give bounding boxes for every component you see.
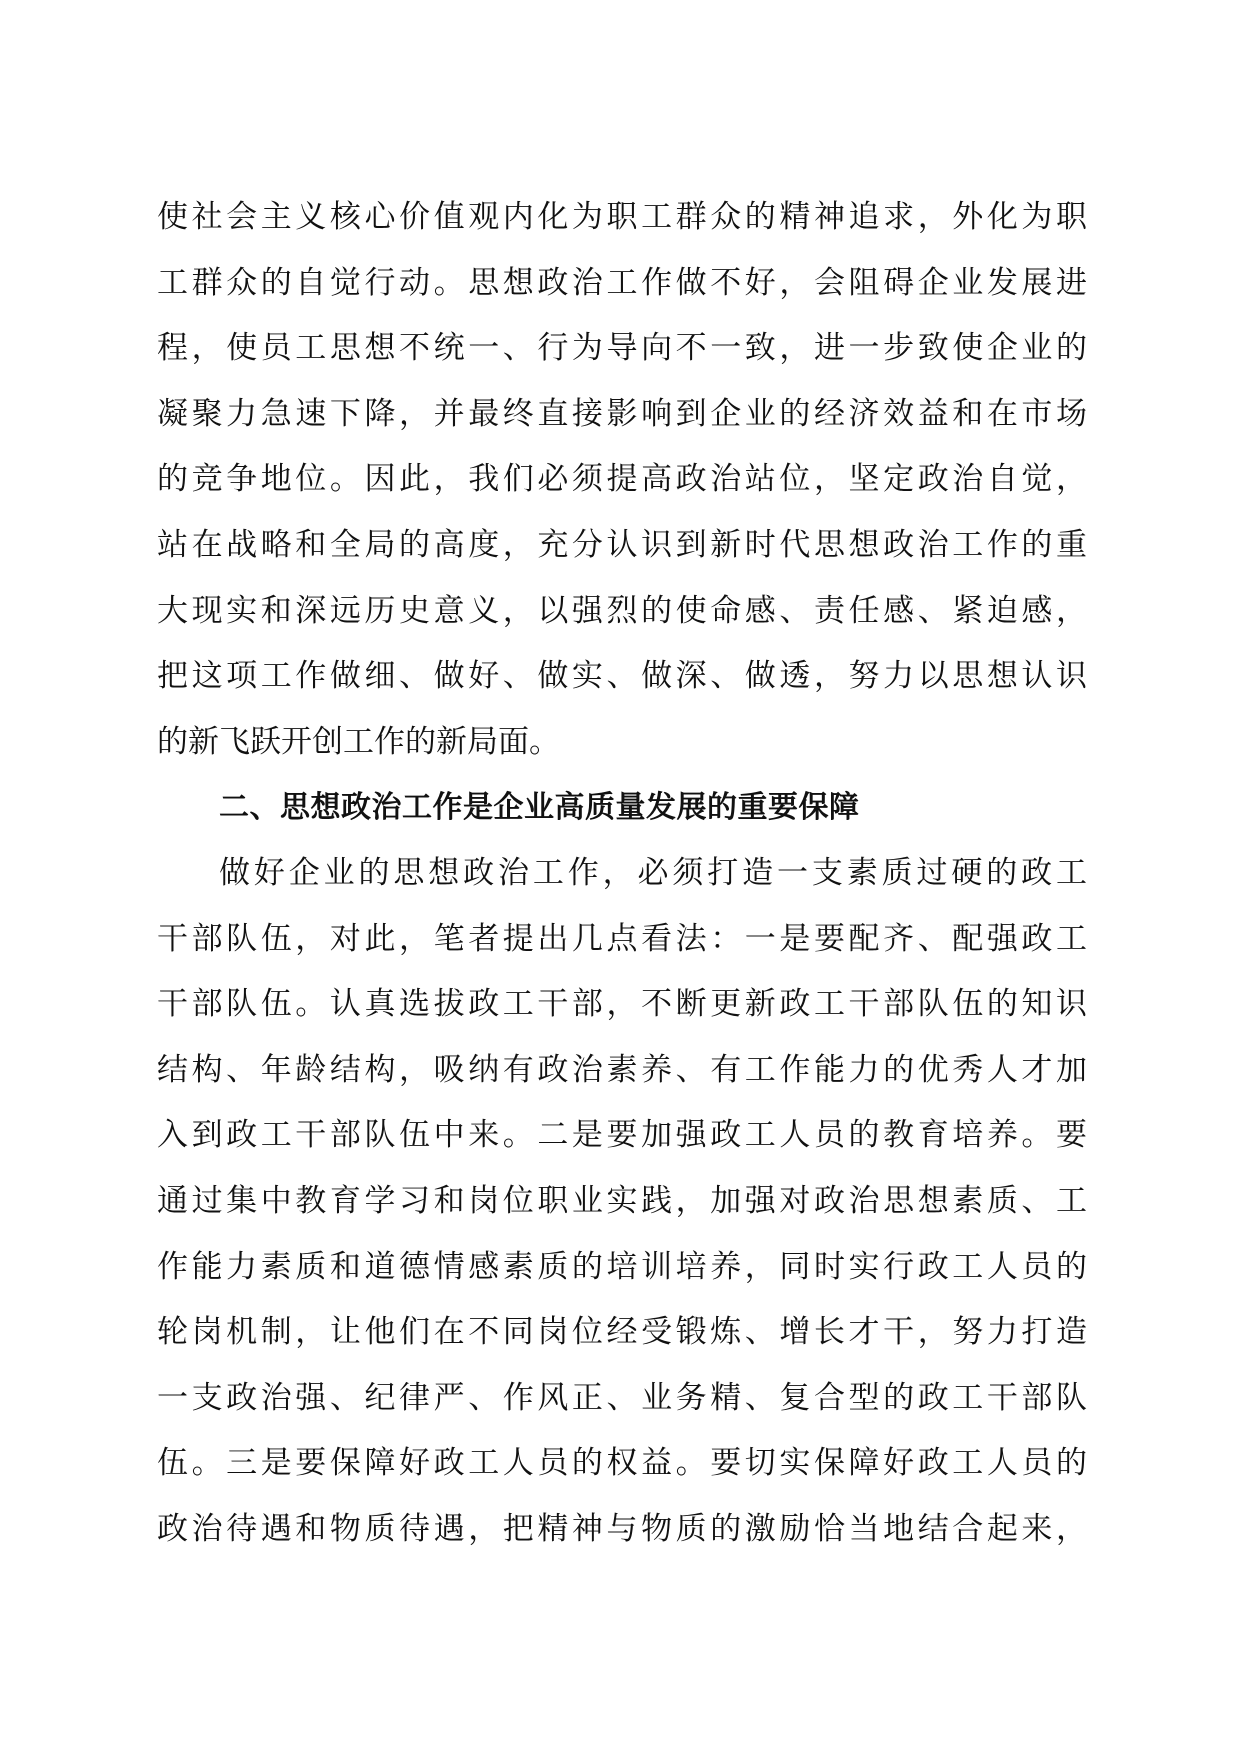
body-line: 作能力素质和道德情感素质的培训培养，同时实行政工人员的	[157, 1248, 1087, 1285]
body-line: 的新飞跃开创工作的新局面。	[157, 723, 560, 760]
body-line: 干部队伍，对此，笔者提出几点看法：一是要配齐、配强政工	[157, 920, 1087, 957]
document-body	[157, 185, 1087, 1562]
body-line: 的竞争地位。因此，我们必须提高政治站位，坚定政治自觉，	[157, 461, 1087, 498]
body-line: 工群众的自觉行动。思想政治工作做不好，会阻碍企业发展进	[157, 264, 1087, 301]
body-line: 一支政治强、纪律严、作风正、业务精、复合型的政工干部队	[157, 1379, 1087, 1416]
body-line: 伍。三是要保障好政工人员的权益。要切实保障好政工人员的	[157, 1445, 1087, 1482]
body-line: 轮岗机制，让他们在不同岗位经受锻炼、增长才干，努力打造	[157, 1314, 1087, 1351]
section-heading: 二、思想政治工作是企业高质量发展的重要保障	[219, 790, 860, 826]
body-line: 程，使员工思想不统一、行为导向不一致，进一步致使企业的	[157, 330, 1087, 367]
paragraph-first-line: 做好企业的思想政治工作，必须打造一支素质过硬的政工	[219, 854, 1087, 891]
body-line: 大现实和深远历史意义，以强烈的使命感、责任感、紧迫感，	[157, 592, 1087, 629]
body-line: 凝聚力急速下降，并最终直接影响到企业的经济效益和在市场	[157, 395, 1087, 432]
body-line: 把这项工作做细、做好、做实、做深、做透，努力以思想认识	[157, 658, 1087, 695]
body-line: 站在战略和全局的高度，充分认识到新时代思想政治工作的重	[157, 526, 1087, 563]
body-line: 通过集中教育学习和岗位职业实践，加强对政治思想素质、工	[157, 1182, 1087, 1219]
body-line: 政治待遇和物质待遇，把精神与物质的激励恰当地结合起来，	[157, 1510, 1087, 1547]
body-line: 使社会主义核心价值观内化为职工群众的精神追求，外化为职	[157, 199, 1087, 235]
body-line: 干部队伍。认真选拔政工干部，不断更新政工干部队伍的知识	[157, 986, 1087, 1023]
body-line: 结构、年龄结构，吸纳有政治素养、有工作能力的优秀人才加	[157, 1051, 1087, 1088]
body-line: 入到政工干部队伍中来。二是要加强政工人员的教育培养。要	[157, 1117, 1087, 1154]
